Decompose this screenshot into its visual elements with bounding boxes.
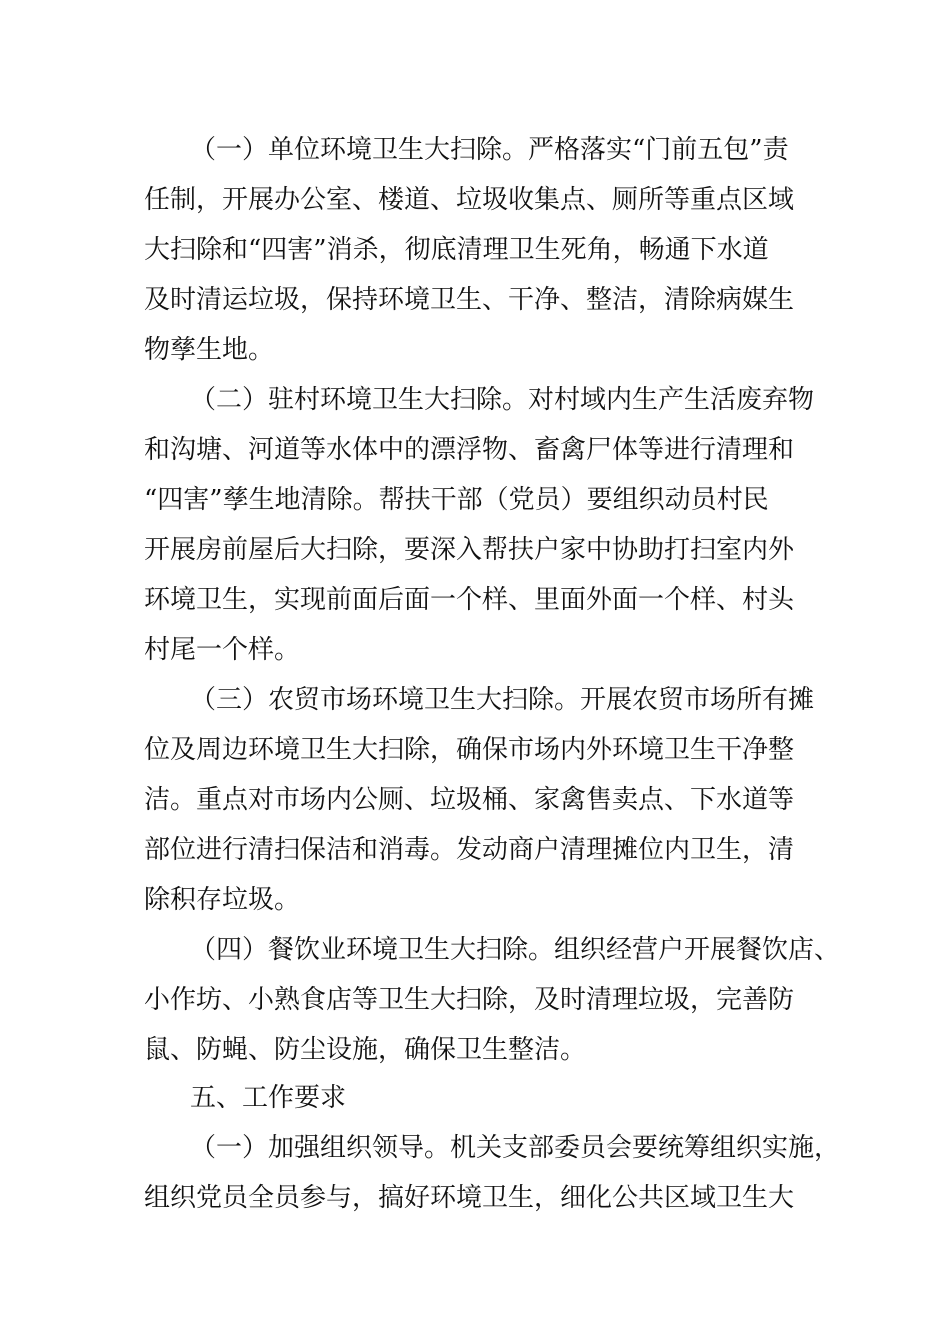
text-line: （三）农贸市场环境卫生大扫除。开展农贸市场所有摊 <box>190 685 815 715</box>
text-line: （一）加强组织领导。机关支部委员会要统筹组织实施， <box>190 1133 841 1163</box>
text-line: 村尾一个样。 <box>144 635 301 665</box>
text-line: 物孳生地。 <box>144 335 275 365</box>
text-line: （四）餐饮业环境卫生大扫除。组织经营户开展餐饮店、 <box>190 935 841 965</box>
text-line: 小作坊、小熟食店等卫生大扫除，及时清理垃圾，完善防 <box>144 985 795 1015</box>
text-line: 环境卫生，实现前面后面一个样、里面外面一个样、村头 <box>144 585 795 615</box>
text-line: 组织党员全员参与，搞好环境卫生，细化公共区域卫生大 <box>144 1183 795 1213</box>
text-line: 大扫除和“四害”消杀，彻底清理卫生死角，畅通下水道 <box>144 235 769 265</box>
text-line: 位及周边环境卫生大扫除，确保市场内外环境卫生干净整 <box>144 735 795 765</box>
text-line: 除积存垃圾。 <box>144 885 301 915</box>
text-line: 及时清运垃圾，保持环境卫生、干净、整洁，清除病媒生 <box>144 285 795 315</box>
text-line: “四害”孳生地清除。帮扶干部（党员）要组织动员村民 <box>144 485 769 515</box>
text-line: 鼠、防蝇、防尘设施，确保卫生整洁。 <box>144 1035 587 1065</box>
text-line: 任制，开展办公室、楼道、垃圾收集点、厕所等重点区域 <box>144 185 795 215</box>
text-line: 开展房前屋后大扫除，要深入帮扶户家中协助打扫室内外 <box>144 535 795 565</box>
text-line: 部位进行清扫保洁和消毒。发动商户清理摊位内卫生，清 <box>144 835 795 865</box>
text-line: 洁。重点对市场内公厕、垃圾桶、家禽售卖点、下水道等 <box>144 785 795 815</box>
section-heading: 五、工作要求 <box>190 1083 347 1113</box>
text-line: （二）驻村环境卫生大扫除。对村域内生产生活废弃物 <box>190 385 815 415</box>
text-line: （一）单位环境卫生大扫除。严格落实“门前五包”责 <box>190 135 789 165</box>
text-line: 和沟塘、河道等水体中的漂浮物、畜禽尸体等进行清理和 <box>144 435 795 465</box>
